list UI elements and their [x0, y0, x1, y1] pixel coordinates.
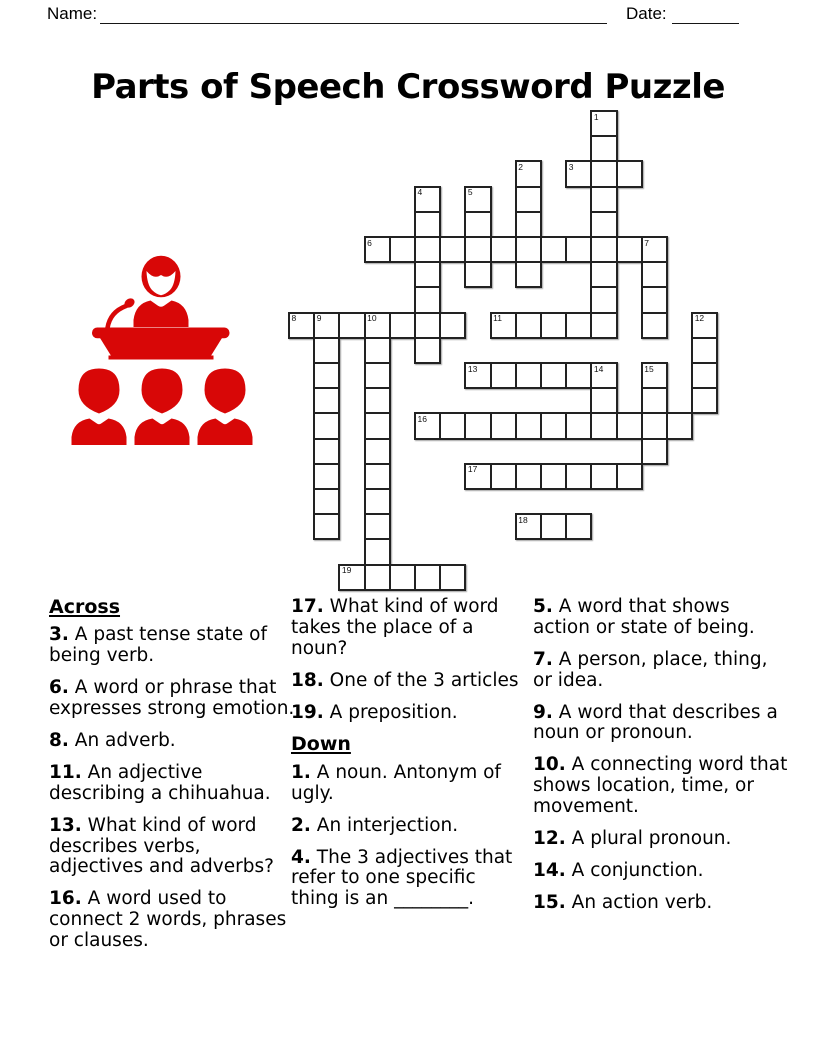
crossword-cell[interactable] — [490, 312, 517, 339]
crossword-cell[interactable] — [490, 236, 517, 263]
clue-number: 4. — [291, 846, 311, 868]
clue-5: 5. A word that shows action or state of being. — [533, 596, 755, 638]
speaker-torso — [134, 301, 189, 328]
clue-number: 12. — [533, 828, 566, 850]
crossword-cell[interactable] — [565, 513, 592, 540]
clue-number: 2. — [291, 814, 311, 836]
crossword-cell[interactable] — [691, 387, 718, 414]
crossword-cell[interactable] — [515, 160, 542, 187]
crossword-cell[interactable] — [464, 236, 491, 263]
crossword-cell[interactable] — [590, 312, 617, 339]
podium-body — [100, 338, 222, 357]
page-title: Parts of Speech Crossword Puzzle — [91, 66, 725, 107]
crossword-cell[interactable] — [565, 412, 592, 439]
crossword-cell[interactable] — [641, 412, 668, 439]
crossword-cell[interactable] — [565, 160, 592, 187]
clue-number: 5. — [533, 596, 553, 617]
crossword-cell[interactable] — [414, 186, 441, 213]
crossword-cell[interactable] — [691, 362, 718, 389]
cell-number: 5 — [467, 187, 473, 198]
clue-13: 13. What kind of word describes verbs, adjectives and adverbs? — [49, 814, 274, 878]
cell-number: 16 — [417, 413, 427, 424]
clue-number: 3. — [49, 624, 69, 646]
crossword-cell[interactable] — [641, 438, 668, 465]
clue-7: 7. A person, place, thing, or idea. — [533, 648, 768, 691]
crossword-cell[interactable] — [641, 286, 668, 313]
crossword-cell[interactable] — [464, 186, 491, 213]
clue-19: 19. A preposition. — [291, 701, 458, 723]
microphone-stem-icon — [108, 306, 127, 328]
crossword-cell[interactable] — [590, 135, 617, 162]
crossword-cell[interactable] — [313, 387, 340, 414]
crossword-cell[interactable] — [364, 438, 391, 465]
crossword-cell[interactable] — [439, 412, 466, 439]
crossword-cell[interactable] — [641, 387, 668, 414]
clue-number: 9. — [533, 701, 553, 723]
clue-number: 10. — [533, 754, 566, 776]
crossword-cell[interactable] — [616, 463, 643, 490]
crossword-cell[interactable] — [565, 236, 592, 263]
crossword-cell[interactable] — [313, 337, 340, 364]
crossword-cell[interactable] — [616, 412, 643, 439]
crossword-cell[interactable] — [590, 286, 617, 313]
crossword-cell[interactable] — [565, 312, 592, 339]
crossword-cell[interactable] — [364, 538, 391, 565]
clue-column-1 — [49, 597, 295, 963]
crossword-cell[interactable] — [515, 186, 542, 213]
crossword-cell[interactable] — [641, 312, 668, 339]
cell-number: 12 — [694, 313, 705, 324]
clue-12: 12. A plural pronoun. — [533, 828, 732, 850]
name-blank-line[interactable] — [100, 23, 607, 24]
clue-1: 1. A noun. Antonym of ugly. — [291, 761, 501, 804]
crossword-cell[interactable] — [565, 362, 592, 389]
crossword-cell[interactable] — [389, 312, 416, 339]
crossword-cell[interactable] — [414, 564, 441, 591]
crossword-cell[interactable] — [414, 312, 441, 339]
clue-6: 6. A word or phrase that expresses strong emotion. — [49, 677, 295, 720]
crossword-cell[interactable] — [590, 110, 617, 137]
crossword-cell[interactable] — [590, 160, 617, 187]
podium-base — [109, 356, 214, 360]
crossword-cell[interactable] — [338, 312, 365, 339]
crossword-cell[interactable] — [338, 564, 365, 591]
clue-15: 15. An action verb. — [533, 891, 713, 913]
cell-number: 17 — [467, 464, 478, 475]
cell-number: 15 — [644, 363, 654, 374]
clue-number: 7. — [533, 648, 553, 670]
crossword-cell[interactable] — [515, 463, 542, 490]
crossword-cell[interactable] — [590, 362, 617, 389]
crossword-cell[interactable] — [464, 211, 491, 238]
crossword-cell[interactable] — [590, 236, 617, 263]
cell-number: 1 — [593, 111, 599, 122]
clue-9: 9. A word that describes a noun or pronoun. — [533, 701, 778, 744]
cell-number: 10 — [367, 313, 377, 324]
crossword-cell[interactable] — [515, 362, 542, 389]
clue-number: 6. — [49, 677, 69, 699]
clue-number: 14. — [533, 859, 566, 881]
crossword-cell[interactable] — [641, 261, 668, 288]
crossword-cell[interactable] — [414, 261, 441, 288]
crossword-cell[interactable] — [540, 463, 567, 490]
crossword-cell[interactable] — [464, 261, 491, 288]
crossword-cell[interactable] — [364, 387, 391, 414]
crossword-cell[interactable] — [364, 312, 391, 339]
crossword-cell[interactable] — [515, 211, 542, 238]
crossword-cell[interactable] — [590, 412, 617, 439]
down-heading: Down — [291, 733, 351, 756]
crossword-cell[interactable] — [364, 463, 391, 490]
clue-11: 11. An adjective describing a chihuahua. — [49, 761, 271, 804]
clue-column-3 — [533, 597, 791, 925]
clue-number: 18. — [291, 669, 324, 691]
cell-number: 18 — [518, 514, 528, 525]
clue-number: 11. — [49, 761, 82, 783]
crossword-cell[interactable] — [439, 564, 466, 591]
crossword-cell[interactable] — [515, 236, 542, 263]
crossword-cell[interactable] — [313, 412, 340, 439]
cell-number: 7 — [644, 237, 650, 248]
clue-3: 3. A past tense state of being verb. — [49, 624, 268, 667]
crossword-cell[interactable] — [515, 312, 542, 339]
crossword-cell[interactable] — [666, 412, 693, 439]
crossword-cell[interactable] — [490, 362, 517, 389]
cell-number: 6 — [367, 237, 372, 248]
crossword-cell[interactable] — [364, 513, 391, 540]
crossword-cell[interactable] — [515, 412, 542, 439]
clue-column-2 — [291, 597, 527, 921]
clue-18: 18. One of the 3 articles — [291, 669, 519, 691]
crossword-cell[interactable] — [364, 564, 391, 591]
clue-8: 8. An adverb. — [49, 730, 176, 752]
crossword-cell[interactable] — [691, 337, 718, 364]
cell-number: 3 — [568, 161, 574, 172]
crossword-cell[interactable] — [414, 412, 441, 439]
crossword-cell[interactable] — [540, 362, 567, 389]
crossword-cell[interactable] — [389, 564, 416, 591]
crossword-cell[interactable] — [616, 160, 643, 187]
audience-member-icon — [135, 369, 190, 446]
crossword-cell[interactable] — [364, 362, 391, 389]
crossword-cell[interactable] — [414, 337, 441, 364]
crossword-cell[interactable] — [490, 463, 517, 490]
crossword-cell[interactable] — [540, 236, 567, 263]
clue-10: 10. A connecting word that shows location, time, or movement. — [533, 754, 788, 818]
clue-number: 17. — [291, 596, 324, 617]
clue-number: 19. — [291, 701, 324, 723]
cell-number: 4 — [417, 187, 423, 198]
cell-number: 2 — [518, 161, 524, 172]
clue-number: 16. — [49, 888, 82, 910]
date-blank-line[interactable] — [672, 23, 739, 24]
clue-2: 2. An interjection. — [291, 814, 459, 836]
cell-number: 11 — [493, 313, 502, 324]
across-heading: Across — [49, 596, 121, 618]
clue-number: 15. — [533, 891, 566, 913]
crossword-cell[interactable] — [515, 513, 542, 540]
crossword-cell[interactable] — [490, 412, 517, 439]
crossword-cell[interactable] — [313, 488, 340, 515]
crossword-cell[interactable] — [313, 312, 340, 339]
crossword-cell[interactable] — [364, 412, 391, 439]
crossword-cell[interactable] — [364, 236, 391, 263]
crossword-cell[interactable] — [313, 513, 340, 540]
date-label: Date: — [626, 4, 667, 23]
crossword-cell[interactable] — [414, 211, 441, 238]
crossword-cell[interactable] — [565, 463, 592, 490]
crossword-cell[interactable] — [439, 236, 466, 263]
crossword-cell[interactable] — [464, 463, 491, 490]
crossword-cell[interactable] — [313, 362, 340, 389]
name-label: Name: — [47, 4, 98, 23]
crossword-cell[interactable] — [313, 438, 340, 465]
clue-number: 13. — [49, 814, 82, 836]
crossword-cell[interactable] — [590, 387, 617, 414]
crossword-cell[interactable] — [515, 261, 542, 288]
crossword-cell[interactable] — [590, 186, 617, 213]
crossword-cell[interactable] — [590, 463, 617, 490]
cell-number: 14 — [593, 363, 604, 374]
cell-number: 8 — [291, 313, 297, 324]
crossword-cell[interactable] — [414, 236, 441, 263]
audience-member-icon — [198, 369, 253, 446]
clue-4: 4. The 3 adjectives that refer to one specific thing is an ________. — [291, 846, 513, 910]
crossword-cell[interactable] — [590, 211, 617, 238]
clue-number: 1. — [291, 761, 311, 783]
clue-17: 17. What kind of word takes the place of a noun? — [291, 596, 499, 659]
crossword-cell[interactable] — [616, 236, 643, 263]
clue-16: 16. A word used to connect 2 words, phrases or clauses. — [49, 888, 287, 952]
crossword-cell[interactable] — [364, 337, 391, 364]
presenter-podium-audience-clipart — [60, 240, 280, 450]
crossword-cell[interactable] — [641, 362, 668, 389]
crossword-cell[interactable] — [590, 261, 617, 288]
crossword-cell[interactable] — [464, 412, 491, 439]
cell-number: 19 — [341, 565, 352, 576]
crossword-cell[interactable] — [691, 312, 718, 339]
clue-14: 14. A conjunction. — [533, 859, 704, 881]
crossword-cell[interactable] — [389, 236, 416, 263]
crossword-cell[interactable] — [313, 463, 340, 490]
crossword-cell[interactable] — [464, 362, 491, 389]
cell-number: 9 — [316, 313, 322, 324]
crossword-cell[interactable] — [540, 513, 567, 540]
podium-top — [92, 328, 230, 339]
crossword-cell[interactable] — [414, 286, 441, 313]
crossword-cell[interactable] — [439, 312, 466, 339]
crossword-cell[interactable] — [641, 236, 668, 263]
crossword-cell[interactable] — [288, 312, 315, 339]
crossword-cell[interactable] — [540, 412, 567, 439]
crossword-cell[interactable] — [364, 488, 391, 515]
crossword-cell[interactable] — [540, 312, 567, 339]
cell-number: 13 — [467, 363, 478, 374]
clue-number: 8. — [49, 730, 69, 752]
